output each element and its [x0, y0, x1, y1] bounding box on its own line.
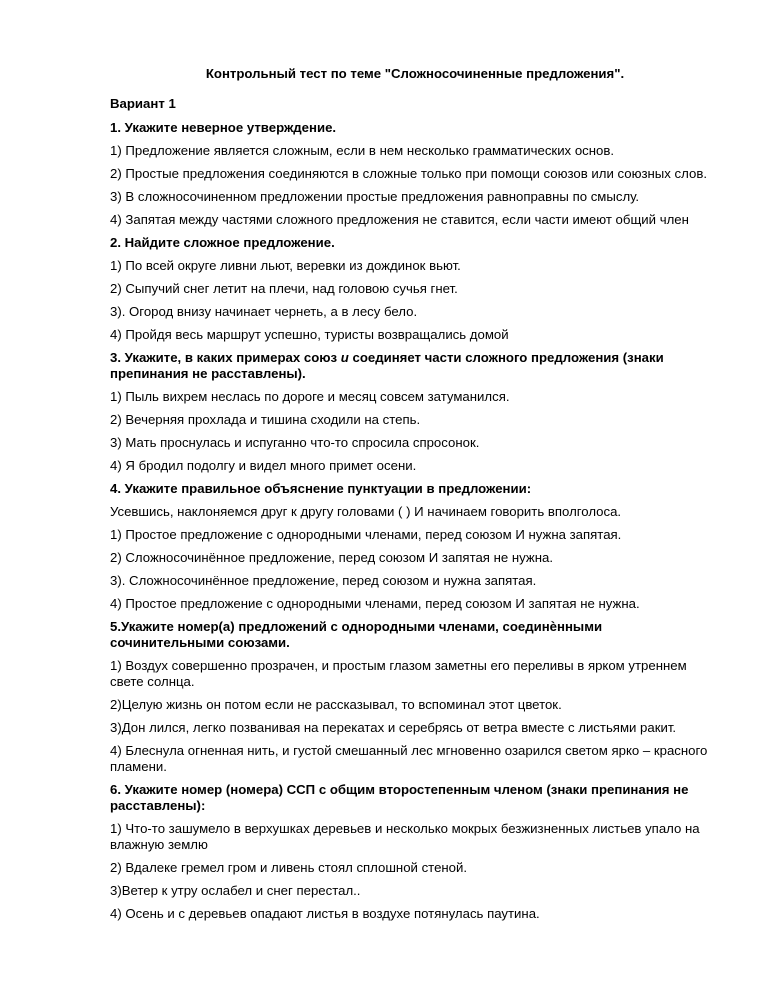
answer-option: 4) Запятая между частями сложного предложения не ставится, если части имеют общий член [110, 212, 689, 227]
answer-option: 3)Ветер к утру ослабел и снег перестал.. [110, 883, 361, 898]
answer-option: 1) Воздух совершенно прозрачен, и простым глазом заметны его переливы в ярком утреннем свете солнца. [110, 658, 687, 689]
question-title-italic-conjunction: и [340, 350, 349, 365]
question-title-part: соединяет части сложного предложения (знаки препинания не расставлены). [110, 350, 664, 381]
question-title: 4. Укажите правильное объяснение пунктуации в предложении: [110, 481, 532, 496]
answer-option: 1) Что-то зашумело в верхушках деревьев и несколько мокрых безжизненных листьев упало на влажную землю [110, 821, 700, 852]
answer-option: 3). Огород внизу начинает чернеть, а в лесу бело. [110, 304, 418, 319]
answer-option: 1) Пыль вихрем неслась по дороге и месяц совсем затуманился. [110, 389, 510, 404]
document-title: Контрольный тест по теме "Сложносочиненные предложения". [205, 66, 625, 81]
question-title: 5.Укажите номер(а) предложений с однородными членами, соединѐнными сочинительными союзами. [110, 619, 603, 650]
answer-option: 4) Простое предложение с однородными членами, перед союзом И запятая не нужна. [110, 596, 640, 611]
answer-option: 4) Я бродил подолгу и видел много примет осени. [110, 458, 417, 473]
question-title: 1. Укажите неверное утверждение. [110, 120, 337, 135]
answer-option: 2) Вдалеке гремел гром и ливень стоял сплошной стеной. [110, 860, 468, 875]
question-title [110, 350, 710, 382]
answer-option: 2) Сыпучий снег летит на плечи, над головою сучья гнет. [110, 281, 458, 296]
question-title: 2. Найдите сложное предложение. [110, 235, 335, 250]
answer-option: 3) В сложносочиненном предложении простые предложения равноправны по смыслу. [110, 189, 640, 204]
question-6 [110, 782, 710, 922]
answer-option: 2) Вечерняя прохлада и тишина сходили на степь. [110, 412, 421, 427]
answer-option: 4) Пройдя весь маршрут успешно, туристы возвращались домой [110, 327, 509, 342]
question-3 [110, 350, 710, 474]
answer-option: 3)Дон лился, легко позванивая на перекатах и серебрясь от ветра вместе с листьями ракит. [110, 720, 677, 735]
document-page [110, 66, 710, 929]
answer-option: 4) Осень и с деревьев опадают листья в воздухе потянулась паутина. [110, 906, 540, 921]
answer-option: 3) Мать проснулась и испуганно что-то спросила спросонок. [110, 435, 480, 450]
answer-option: 2) Сложносочинённое предложение, перед союзом И запятая не нужна. [110, 550, 554, 565]
question-4 [110, 481, 710, 612]
answer-option: 2) Простые предложения соединяются в сложные только при помощи союзов или союзных слов. [110, 166, 707, 181]
example-sentence: Усевшись, наклоняемся друг к другу головами ( ) И начинаем говорить вполголоса. [110, 504, 622, 519]
question-5 [110, 619, 710, 775]
answer-option: 3). Сложносочинённое предложение, перед союзом и нужна запятая. [110, 573, 537, 588]
question-title-part: 3. Укажите, в каких примерах союз [110, 350, 341, 365]
question-title: 6. Укажите номер (номера) ССП с общим второстепенным членом (знаки препинания не расставлены): [110, 782, 689, 813]
variant-heading: Вариант 1 [110, 96, 176, 111]
answer-option: 1) Простое предложение с однородными членами, перед союзом И нужна запятая. [110, 527, 622, 542]
question-1 [110, 120, 710, 228]
question-2 [110, 235, 710, 343]
answer-option: 4) Блеснула огненная нить, и густой смешанный лес мгновенно озарился светом ярко – красного пламени. [110, 743, 708, 774]
answer-option: 2)Целую жизнь он потом если не рассказывал, то вспоминал этот цветок. [110, 697, 562, 712]
answer-option: 1) Предложение является сложным, если в нем несколько грамматических основ. [110, 143, 615, 158]
answer-option: 1) По всей округе ливни льют, веревки из дождинок вьют. [110, 258, 461, 273]
